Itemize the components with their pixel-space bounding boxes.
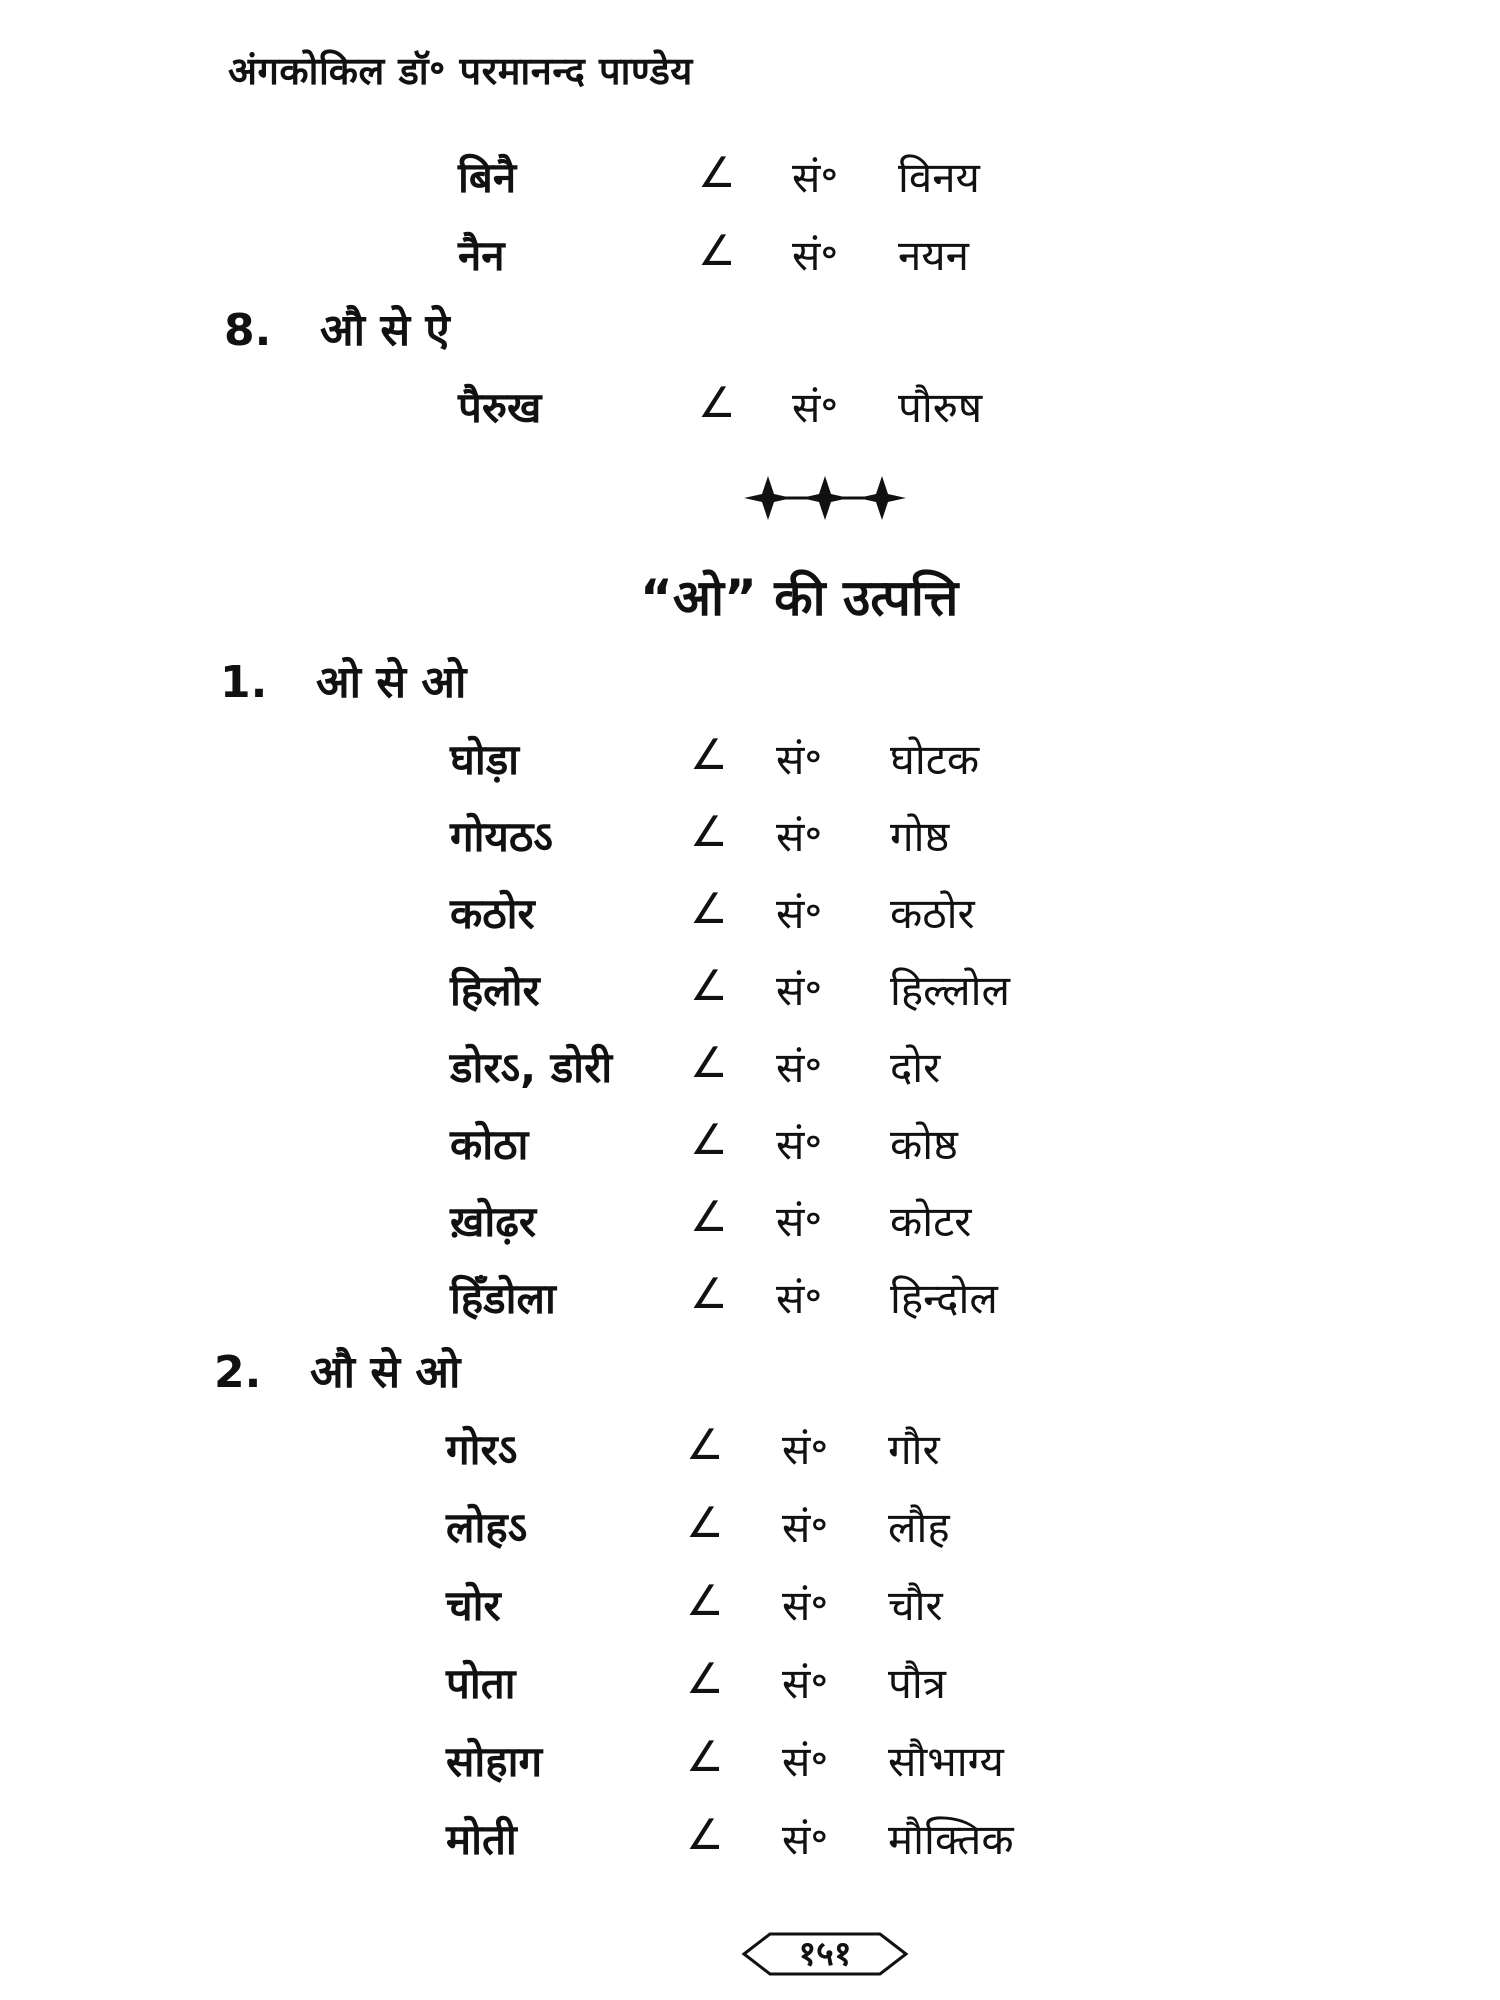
derivation-symbol: ∠: [686, 1576, 724, 1625]
entry-row: [446, 1654, 1026, 1718]
entry-row: [450, 1192, 1030, 1256]
derivation-symbol: ∠: [686, 1810, 724, 1859]
entry-source: हिन्दोल: [890, 1274, 998, 1323]
section-number: 2.: [214, 1347, 262, 1398]
entry-word: हिलोर: [450, 966, 540, 1015]
entry-word: कोठा: [450, 1120, 529, 1169]
section-title: औ से ऐ: [320, 305, 450, 356]
entry-source: गोष्ठ: [890, 812, 950, 861]
entry-row: [458, 378, 1018, 442]
entry-row: [450, 1269, 1030, 1333]
entry-word: ख़ोढ़र: [450, 1197, 537, 1246]
sanskrit-abbr: सं॰: [776, 889, 823, 938]
derivation-symbol: ∠: [698, 378, 736, 427]
sanskrit-abbr: सं॰: [782, 1425, 829, 1474]
section-heading: [220, 650, 466, 710]
sanskrit-abbr: सं॰: [782, 1815, 829, 1864]
entry-word: पोता: [446, 1659, 516, 1708]
sanskrit-abbr: सं॰: [782, 1581, 829, 1630]
sanskrit-abbr: सं॰: [776, 812, 823, 861]
derivation-symbol: ∠: [690, 1192, 728, 1241]
entry-word: गोरऽ: [446, 1425, 518, 1474]
derivation-symbol: ∠: [698, 226, 736, 275]
derivation-symbol: ∠: [690, 1269, 728, 1318]
entry-word: चोर: [446, 1581, 501, 1630]
page-number-label: १५१: [798, 1934, 852, 1974]
derivation-symbol: ∠: [690, 807, 728, 856]
sanskrit-abbr: सं॰: [792, 153, 839, 202]
entry-source: गौर: [888, 1425, 940, 1474]
running-header: अंगकोकिल डॉ॰ परमानन्द पाण्डेय: [228, 49, 693, 93]
entry-source: पौत्र: [888, 1659, 946, 1708]
sanskrit-abbr: सं॰: [776, 1274, 823, 1323]
sanskrit-abbr: सं॰: [782, 1737, 829, 1786]
sanskrit-abbr: सं॰: [776, 1043, 823, 1092]
sanskrit-abbr: सं॰: [782, 1659, 829, 1708]
entry-row: [450, 961, 1030, 1025]
derivation-symbol: ∠: [686, 1420, 724, 1469]
sanskrit-abbr: सं॰: [792, 231, 839, 280]
entry-word: डोरऽ, डोरी: [450, 1043, 613, 1092]
entry-word: मोती: [446, 1815, 517, 1864]
entry-row: [446, 1498, 1026, 1562]
page-number: [740, 1928, 910, 1980]
section-heading: [214, 1340, 460, 1400]
derivation-symbol: ∠: [686, 1498, 724, 1547]
entry-row: [450, 884, 1030, 948]
sanskrit-abbr: सं॰: [776, 1120, 823, 1169]
entry-row: [446, 1576, 1026, 1640]
entry-word: कठोर: [450, 889, 535, 938]
entry-word: पैरुख: [458, 383, 542, 432]
sanskrit-abbr: सं॰: [792, 383, 839, 432]
section-title: ओ से ओ: [316, 657, 467, 708]
entry-word: नैन: [458, 231, 505, 280]
entry-source: नयन: [898, 231, 969, 280]
derivation-symbol: ∠: [690, 1115, 728, 1164]
section-heading: [224, 298, 450, 358]
entry-row: [446, 1810, 1026, 1874]
entry-source: हिल्लोल: [890, 966, 1010, 1015]
derivation-symbol: ∠: [698, 148, 736, 197]
entry-word: लोहऽ: [446, 1503, 528, 1552]
chapter-title: “ओ” की उत्पत्ति: [640, 569, 959, 627]
sanskrit-abbr: सं॰: [776, 966, 823, 1015]
derivation-symbol: ∠: [690, 730, 728, 779]
entry-source: लौह: [888, 1503, 950, 1552]
entry-source: कठोर: [890, 889, 975, 938]
entry-word: सोहाग: [446, 1737, 543, 1786]
entry-row: [446, 1732, 1026, 1796]
entry-source: कोष्ठ: [890, 1120, 958, 1169]
entry-source: घोटक: [890, 735, 980, 784]
star-ornament-icon: [740, 468, 910, 528]
section-title: औ से ओ: [310, 1347, 461, 1398]
derivation-symbol: ∠: [690, 1038, 728, 1087]
entry-row: [450, 730, 1030, 794]
derivation-symbol: ∠: [686, 1732, 724, 1781]
entry-row: [450, 807, 1030, 871]
derivation-symbol: ∠: [690, 961, 728, 1010]
sanskrit-abbr: सं॰: [776, 735, 823, 784]
entry-source: पौरुष: [898, 383, 983, 432]
entry-source: विनय: [898, 153, 980, 202]
section-number: 8.: [224, 305, 272, 356]
sanskrit-abbr: सं॰: [782, 1503, 829, 1552]
entry-source: मौक्तिक: [888, 1815, 1014, 1864]
entry-word: गोयठऽ: [450, 812, 553, 861]
entry-row: [458, 226, 1018, 290]
entry-source: कोटर: [890, 1197, 972, 1246]
entry-word: घोड़ा: [450, 735, 520, 784]
derivation-symbol: ∠: [686, 1654, 724, 1703]
derivation-symbol: ∠: [690, 884, 728, 933]
sanskrit-abbr: सं॰: [776, 1197, 823, 1246]
section-number: 1.: [220, 657, 268, 708]
entry-row: [446, 1420, 1026, 1484]
entry-source: दोर: [890, 1043, 941, 1092]
entry-row: [450, 1115, 1030, 1179]
entry-word: बिनै: [458, 153, 517, 202]
entry-row: [450, 1038, 1030, 1102]
entry-source: चौर: [888, 1581, 943, 1630]
entry-source: सौभाग्य: [888, 1737, 1004, 1786]
entry-word: हिँडोला: [450, 1274, 556, 1323]
entry-row: [458, 148, 1018, 212]
